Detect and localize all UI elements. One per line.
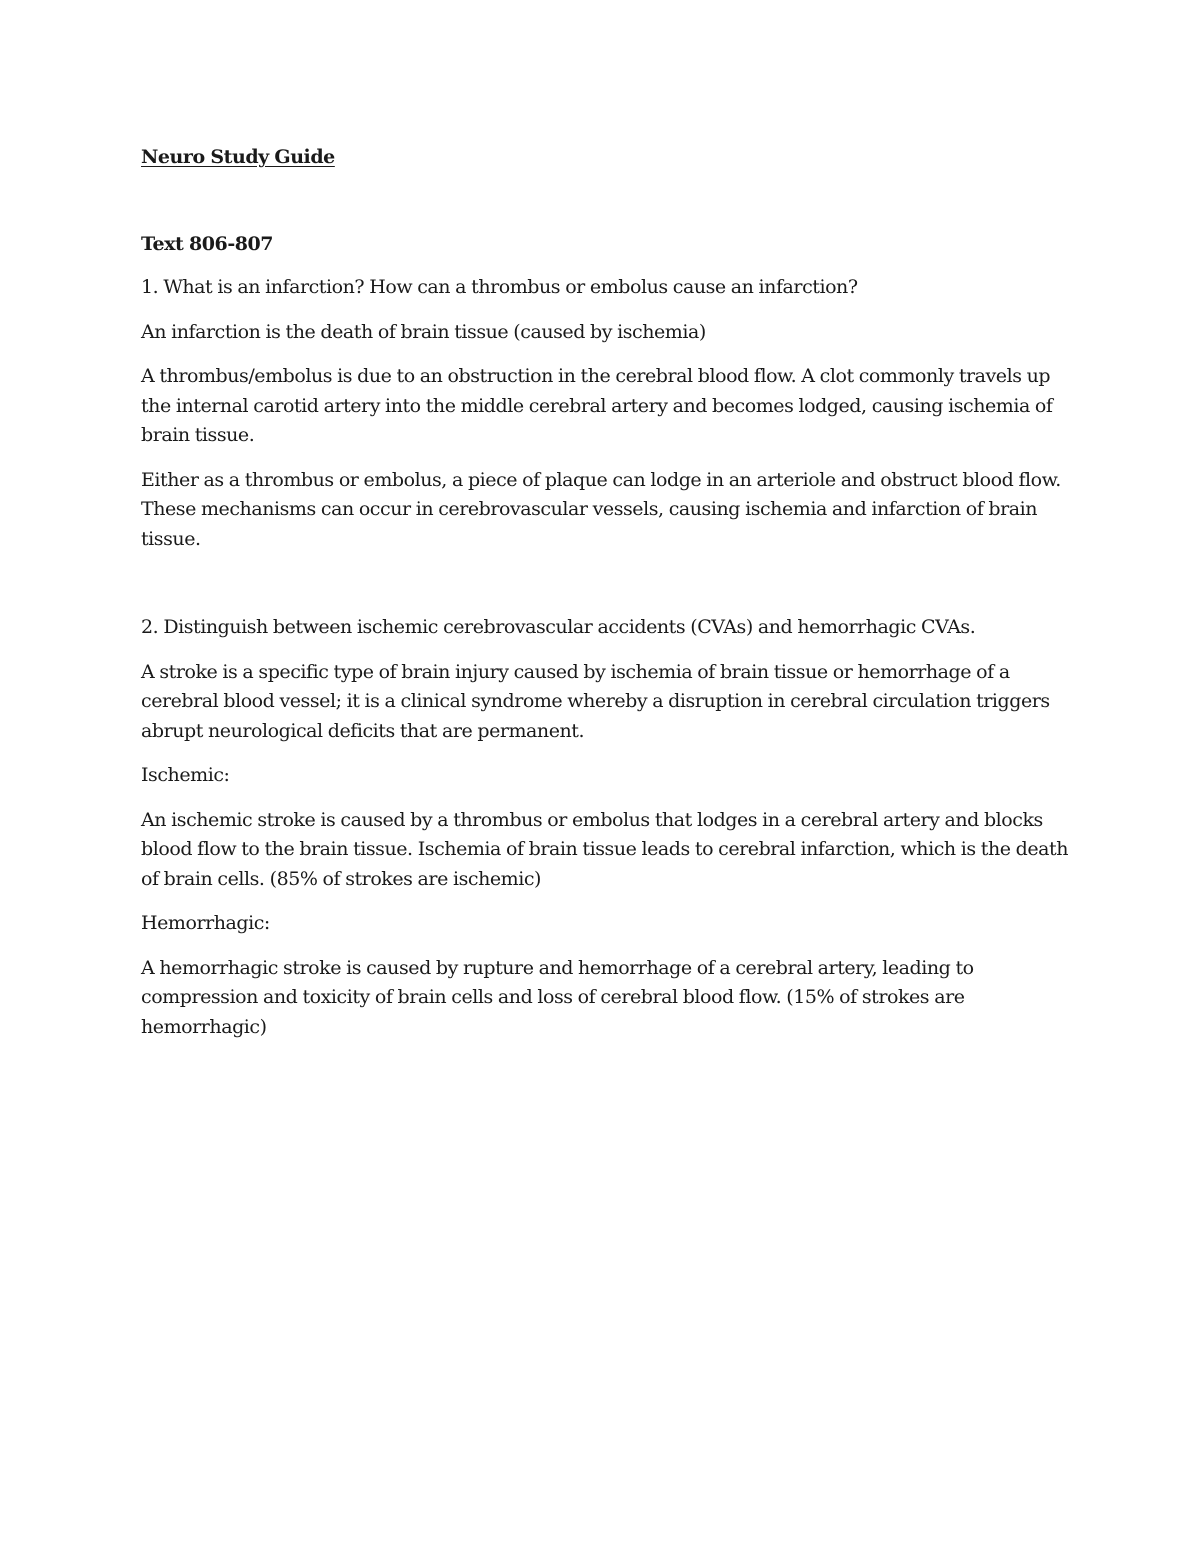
answer-2-intro: A stroke is a specific type of brain injury caused by ischemia of brain tissue or hemorrhage of a cerebral blood vessel; it is a clinical syndrome whereby a disruption in cerebral circulation triggers abrupt neurological deficits that are permanent. — [141, 660, 1050, 742]
document-body — [141, 143, 1071, 1042]
answer-1-paragraph-3: Either as a thrombus or embolus, a piece of plaque can lodge in an arteriole and obstruct blood flow. These mechanisms can occur in cerebrovascular vessels, causing ischemia and infarction of brain tissue. — [141, 468, 1061, 550]
hemorrhagic-label: Hemorrhagic: — [141, 912, 270, 934]
answer-1-paragraph-1: An infarction is the death of brain tissue (caused by ischemia) — [141, 320, 706, 343]
ischemic-text: An ischemic stroke is caused by a thrombus or embolus that lodges in a cerebral artery and blocks blood flow to the brain tissue. Ischemia of brain tissue leads to cerebral infarction, which is the death of brain cells. (85% of strokes are ischemic) — [141, 808, 1068, 890]
answer-1-paragraph-2: A thrombus/embolus is due to an obstruction in the cerebral blood flow. A clot commonly travels up the internal carotid artery into the middle cerebral artery and becomes lodged, causing ischemia of brain tissue. — [141, 365, 1053, 446]
question-2: 2. Distinguish between ischemic cerebrovascular accidents (CVAs) and hemorrhagic CVAs. — [141, 616, 976, 638]
document-title: Neuro Study Guide — [141, 146, 335, 168]
question-1: 1. What is an infarction? How can a thrombus or embolus cause an infarction? — [141, 276, 858, 298]
ischemic-label: Ischemic: — [141, 764, 230, 786]
hemorrhagic-text: A hemorrhagic stroke is caused by rupture and hemorrhage of a cerebral artery, leading to compression and toxicity of brain cells and loss of cerebral blood flow. (15% of strokes are hemorrhagic) — [141, 956, 974, 1038]
section-label: Text 806-807 — [141, 232, 274, 255]
